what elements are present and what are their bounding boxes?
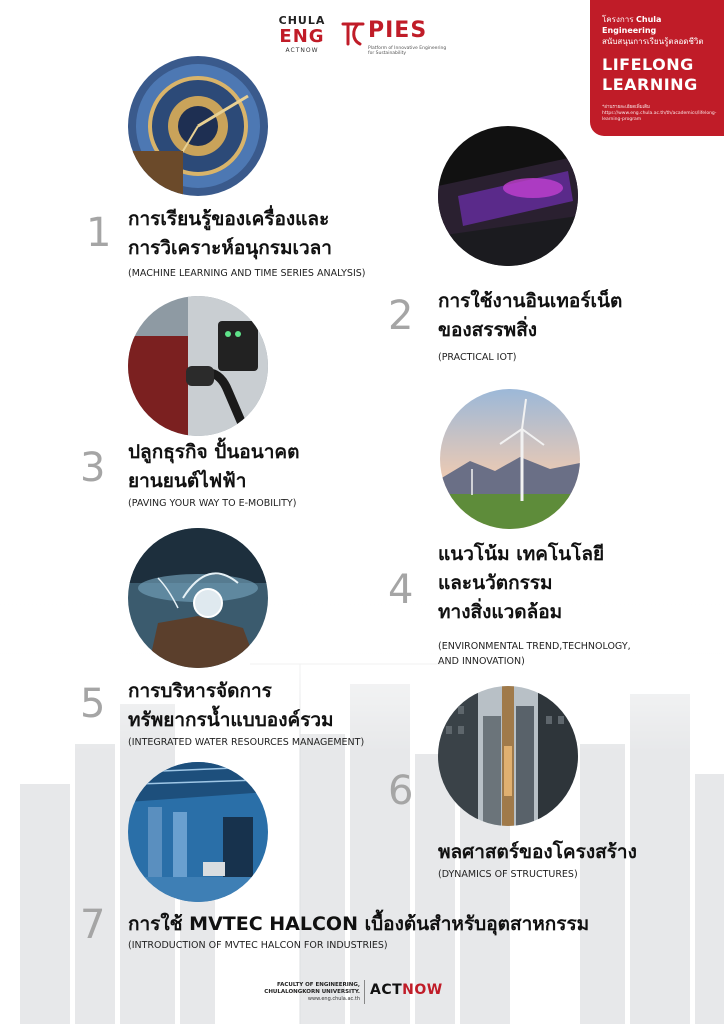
course-6-image [438,686,578,826]
laptop-keyboard-image [438,126,578,266]
chula-eng-logo [272,14,332,55]
course-6-subtitle: (DYNAMICS OF STRUCTURES) [438,869,578,880]
badge-info-link[interactable]: *อ่านรายละเอียดเพิ่มเติม https://www.eng.chula.ac.th/th/academics/lifelong-learning-program [602,105,717,122]
course-6-title[interactable] [438,838,637,867]
badge-project-prefix: โครงการ [602,15,634,24]
course-2-subtitle: (PRACTICAL IOT) [438,352,517,363]
course-4-title-line2: และนวัตกรรม [438,572,553,594]
course-4-title-line3: ทางสิ่งแวดล้อม [438,601,563,623]
course-4-number: 4 [388,567,414,613]
badge-title-line1: LIFELONG [602,55,694,74]
course-5-image [128,528,268,668]
course-3-subtitle: (PAVING YOUR WAY TO E-MOBILITY) [128,498,297,509]
course-2-title[interactable] [438,287,622,345]
lifelong-learning-badge [590,0,724,136]
course-4-title-line1: แนวโน้ม เทคโนโลยี [438,543,605,565]
course-2-number: 2 [388,293,414,339]
faculty-line2: CHULALONGKORN UNIVERSITY. [264,989,360,995]
course-7-title[interactable] [128,910,589,939]
badge-project-line [602,14,716,36]
course-1-subtitle: (MACHINE LEARNING AND TIME SERIES ANALYSIS) [128,268,366,279]
actnow-act-text: ACT [370,982,403,998]
course-1-number: 1 [86,210,112,256]
eng-logo-text: ENG [279,26,325,47]
course-4-subtitle-line2: AND INNOVATION) [438,656,525,667]
wind-turbine-image [440,389,580,529]
course-5-subtitle: (INTEGRATED WATER RESOURCES MANAGEMENT) [128,737,365,748]
badge-project-name: Chula Engineering [602,15,662,35]
pies-logo-text: PIES [368,18,428,43]
factory-interior-image [128,762,268,902]
badge-title-line2: LEARNING [602,75,698,94]
water-splash-image [128,528,268,668]
course-2-image [438,126,578,266]
course-3-number: 3 [80,445,106,491]
course-3-title-line1: ปลูกธุรกิจ ปั้นอนาคต [128,441,300,463]
course-5-title-line1: การบริหารจัดการ [128,680,272,702]
faculty-website-link[interactable]: www.eng.chula.ac.th [307,996,360,1002]
course-3-title[interactable] [128,438,299,496]
course-2-title-line2: ของสรรพสิ่ง [438,319,538,341]
course-2-title-line1: การใช้งานอินเทอร์เน็ต [438,290,623,312]
actnow-footer-logo [370,982,443,998]
ev-charging-image [128,296,268,436]
course-7-subtitle: (INTRODUCTION OF MVTEC HALCON FOR INDUSTRIES) [128,940,388,951]
course-7-image [128,762,268,902]
course-4-subtitle-line1: (ENVIRONMENTAL TREND,TECHNOLOGY, [438,641,631,652]
city-buildings-image [438,686,578,826]
course-1-title-line2: การวิเคราะห์อนุกรมเวลา [128,237,332,259]
course-1-title[interactable] [128,205,332,263]
course-5-title[interactable] [128,677,334,735]
course-3-title-line2: ยานยนต์ไฟฟ้า [128,470,247,492]
course-4-title[interactable] [438,540,604,627]
course-7-number: 7 [80,902,106,948]
course-6-number: 6 [388,768,414,814]
pies-mark-icon [340,20,366,48]
faculty-name [250,982,360,996]
chula-logo-text: CHULA [278,14,326,27]
course-4-image [440,389,580,529]
actnow-logo-text: ACTNOW [285,47,319,54]
course-5-title-line2: ทรัพยากรน้ำแบบองค์รวม [128,709,334,731]
badge-project-line2: สนับสนุนการเรียนรู้ตลอดชีวิต [602,37,704,46]
header-logos [272,14,447,64]
course-4-subtitle [438,639,631,669]
footer-divider [364,980,365,1004]
course-5-number: 5 [80,681,106,727]
course-7-title-line1: การใช้ MVTEC HALCON เบื้องต้นสำหรับอุตสาหกรรม [128,913,590,935]
pies-logo [340,20,450,60]
actnow-now-text: NOW [402,982,443,998]
astronomical-clock-image [128,56,268,196]
course-6-title-line1: พลศาสตร์ของโครงสร้าง [438,841,637,863]
course-1-title-line1: การเรียนรู้ของเครื่องและ [128,208,330,230]
footer [264,978,460,1008]
pies-tagline: Platform of Innovative Engineering for Sustainability [368,46,447,56]
course-3-image [128,296,268,436]
course-1-image [128,56,268,196]
faculty-line1: FACULTY OF ENGINEERING, [276,982,360,988]
